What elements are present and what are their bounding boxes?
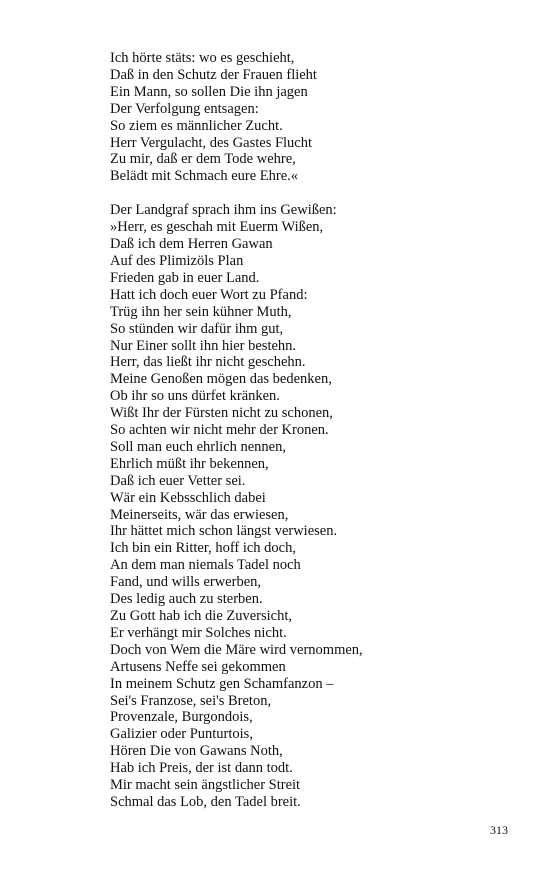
verse-line: Daß ich dem Herren Gawan xyxy=(110,236,273,253)
verse-line: Wär ein Kebsschlich dabei xyxy=(110,489,266,506)
verse-line: Hören Die von Gawans Noth, xyxy=(110,743,283,760)
verse-line: Ehrlich müßt ihr bekennen, xyxy=(110,455,269,472)
verse-line: Daß ich euer Vetter sei. xyxy=(110,472,246,489)
verse-line: Frieden gab in euer Land. xyxy=(110,269,260,286)
verse-line: So achten wir nicht mehr der Kronen. xyxy=(110,422,329,439)
verse-line: Ich bin ein Ritter, hoff ich doch, xyxy=(110,540,296,557)
verse-line: Galizier oder Punturtois, xyxy=(110,726,253,743)
verse-line: »Herr, es geschah mit Euerm Wißen, xyxy=(110,219,324,236)
verse-line: Zu mir, daß er dem Tode wehre, xyxy=(110,151,296,168)
verse-line: Hatt ich doch euer Wort zu Pfand: xyxy=(110,286,308,303)
verse-line: Daß in den Schutz der Frauen flieht xyxy=(110,66,317,83)
verse-line: Meine Genoßen mögen das bedenken, xyxy=(110,371,332,388)
verse-line: Soll man euch ehrlich nennen, xyxy=(110,438,286,455)
verse-line: In meinem Schutz gen Schamfanzon – xyxy=(110,675,334,692)
verse-line: So stünden wir dafür ihm gut, xyxy=(110,320,284,337)
verse-line: Ob ihr so uns dürfet kränken. xyxy=(110,388,280,405)
verse-line: Auf des Plimizöls Plan xyxy=(110,252,244,269)
verse-line: Zu Gott hab ich die Zuversicht, xyxy=(110,608,293,624)
verse-line: Provenzale, Burgondois, xyxy=(110,709,253,726)
verse-line: Schmal das Lob, den Tadel breit. xyxy=(110,793,301,810)
verse-line: Hab ich Preis, der ist dann todt. xyxy=(110,760,293,777)
verse-line: Sei's Franzose, sei's Breton, xyxy=(110,692,272,709)
verse-line: Ich hörte stäts: wo es geschieht, xyxy=(110,50,295,66)
poem-text xyxy=(110,50,510,811)
verse-line: Doch von Wem die Märe wird vernommen, xyxy=(110,641,363,658)
verse-line: Ein Mann, so sollen Die ihn jagen xyxy=(110,83,308,100)
verse-line: Herr Vergulacht, des Gastes Flucht xyxy=(110,134,313,151)
verse-line: Ihr hättet mich schon längst verwiesen. xyxy=(110,523,338,540)
verse-line: Nur Einer sollt ihn hier bestehn. xyxy=(110,337,297,354)
verse-line: Herr, das ließt ihr nicht geschehn. xyxy=(110,354,306,371)
verse-line: Mir macht sein ängstlicher Streit xyxy=(110,777,301,794)
stanza-1 xyxy=(110,50,510,185)
verse-line: An dem man niemals Tadel noch xyxy=(110,557,301,574)
verse-line: So ziem es männlicher Zucht. xyxy=(110,117,283,134)
verse-line: Der Landgraf sprach ihm ins Gewißen: xyxy=(110,202,337,219)
verse-line: Fand, und wills erwerben, xyxy=(110,574,262,591)
verse-line: Belädt mit Schmach eure Ehre.« xyxy=(110,168,299,185)
stanza-2 xyxy=(110,202,510,811)
verse-line: Wißt Ihr der Fürsten nicht zu schonen, xyxy=(110,405,333,422)
verse-line: Der Verfolgung entsagen: xyxy=(110,100,259,117)
page-number: 313 xyxy=(490,823,508,837)
verse-line: Er verhängt mir Solches nicht. xyxy=(110,624,287,641)
verse-line: Artusens Neffe sei gekommen xyxy=(110,658,286,675)
verse-line: Meinerseits, wär das erwiesen, xyxy=(110,506,289,523)
verse-line: Trüg ihn her sein kühner Muth, xyxy=(110,303,292,320)
verse-line: Des ledig auch zu sterben. xyxy=(110,591,263,608)
